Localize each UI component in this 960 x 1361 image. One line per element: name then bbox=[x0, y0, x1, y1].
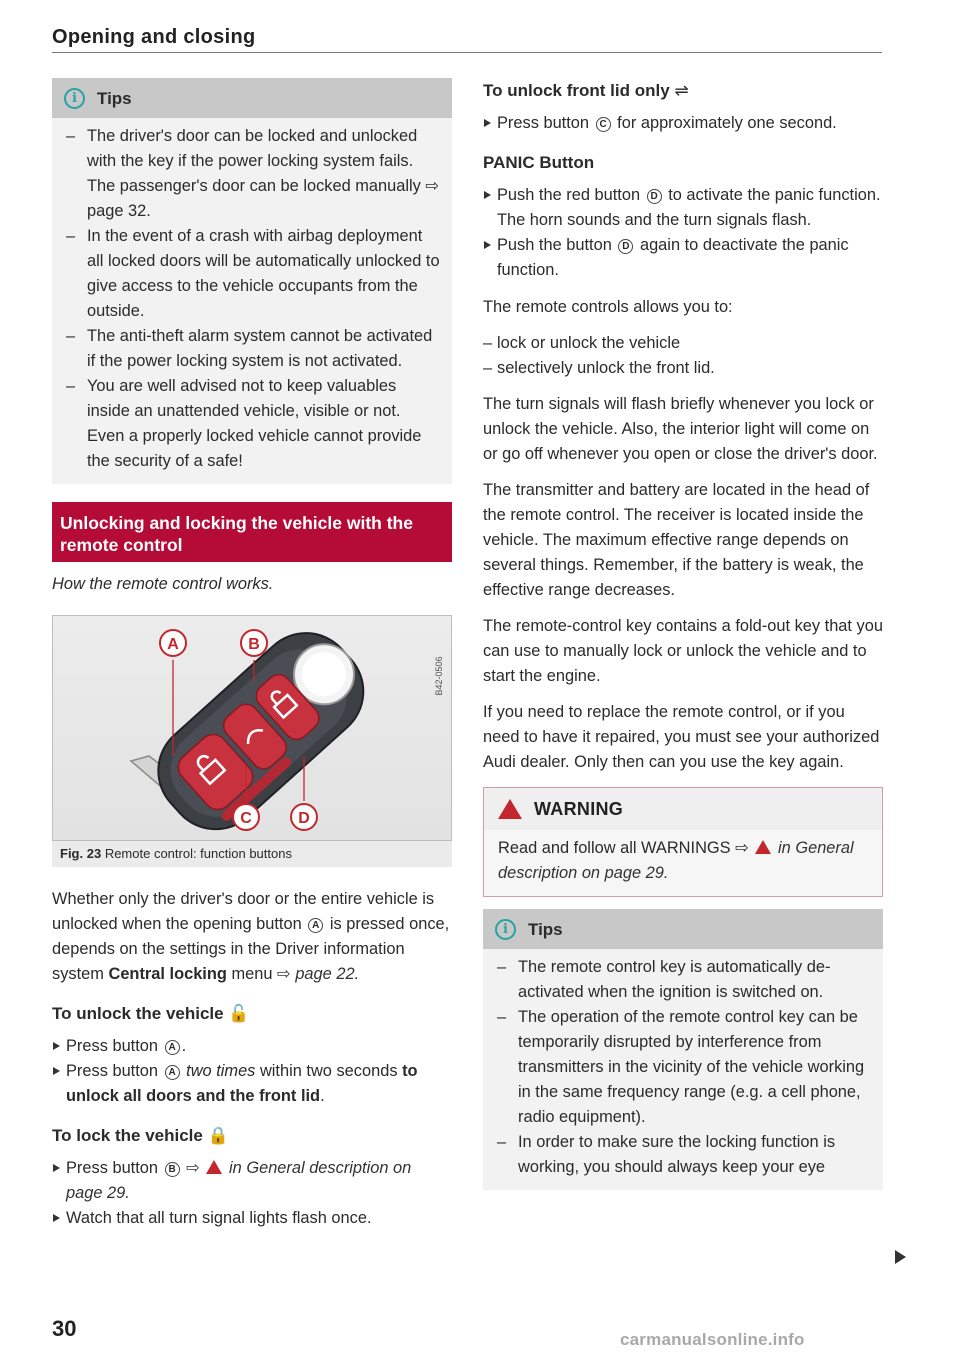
tips-list bbox=[52, 118, 452, 474]
button-a-icon: A bbox=[165, 1065, 180, 1080]
remote-list bbox=[483, 331, 883, 381]
button-c-icon: C bbox=[596, 117, 611, 132]
svg-text:D: D bbox=[298, 810, 310, 827]
central-locking-paragraph: Whether only the driver's door or the entire vehicle is unlocked when the opening button A is pressed once, depends on the settings in the Driver information system Central locking menu ⇨ page 22. bbox=[52, 890, 450, 983]
tips-title: Tips bbox=[528, 919, 563, 939]
list-item: Press button A two times within two seconds to unlock all doors and the front lid. bbox=[52, 1059, 452, 1109]
label-a bbox=[160, 630, 186, 656]
page-title: Opening and closing bbox=[52, 26, 256, 48]
list-item: – In order to make sure the locking function is working, you should always keep your eye bbox=[497, 1130, 871, 1180]
page-number: 30 bbox=[52, 1316, 77, 1341]
warning-box bbox=[483, 787, 883, 897]
list-item: – selectively unlock the front lid. bbox=[483, 356, 883, 381]
front-lid-heading: To unlock front lid only ⇌ bbox=[483, 81, 689, 100]
remote-control-figure bbox=[52, 615, 452, 841]
svg-text:A: A bbox=[167, 636, 179, 653]
svg-text:B: B bbox=[248, 636, 260, 653]
figure-code: B42-0506 bbox=[434, 656, 444, 696]
tips-header bbox=[483, 909, 883, 949]
key-paragraph: The remote-control key contains a fold-out key that you can use to manually lock or unlock the vehicle and to start the engine. bbox=[483, 617, 883, 685]
button-d-icon: D bbox=[618, 239, 633, 254]
label-b bbox=[241, 630, 267, 656]
list-item: – You are well advised not to keep valuables inside an unattended vehicle, visible or not. Even a properly locked vehicle cannot provide the security of a safe! bbox=[66, 374, 440, 474]
remote-key-illustration bbox=[53, 616, 452, 841]
list-item: Press button B ⇨ in General description on page 29. bbox=[52, 1156, 452, 1206]
button-a-icon: A bbox=[165, 1040, 180, 1055]
svg-text:C: C bbox=[240, 810, 252, 827]
front-lid-icon: ⇌ bbox=[674, 81, 689, 100]
tips-box bbox=[52, 78, 452, 484]
section-intro: How the remote control works. bbox=[52, 575, 274, 593]
transmitter-paragraph: The transmitter and battery are located in the head of the remote control. The receiver is located inside the vehicle. The maximum effective range depends on several things. Remember, if the battery is weak, the effective range decreases. bbox=[483, 481, 870, 599]
button-a-icon: A bbox=[308, 918, 323, 933]
list-item: Watch that all turn signal lights flash once. bbox=[52, 1206, 452, 1231]
continue-arrow-icon bbox=[895, 1250, 906, 1264]
info-icon: i bbox=[495, 919, 516, 940]
list-item: – The operation of the remote control key can be temporarily disrupted by interference from transmitters in the vicinity of the vehicle working in the same frequency range (e.g. a cell phone, radio equipment). bbox=[497, 1005, 871, 1130]
right-column bbox=[483, 78, 883, 1190]
list-item: – The driver's door can be locked and unlocked with the key if the power locking system fails. The passenger's door can be locked manually ⇨ page 32. bbox=[66, 124, 440, 224]
warning-triangle-icon bbox=[498, 799, 522, 819]
tips-box bbox=[483, 909, 883, 1190]
warning-title: WARNING bbox=[534, 798, 624, 819]
page-header bbox=[52, 26, 882, 53]
figure-number: Fig. 23 bbox=[60, 846, 102, 861]
label-d bbox=[291, 804, 317, 830]
replace-paragraph: If you need to replace the remote control, or if you need to have it repaired, you must see your authorized Audi dealer. Only then can you use the key again. bbox=[483, 703, 880, 771]
tips-list bbox=[483, 949, 883, 1180]
left-column bbox=[52, 78, 452, 1231]
label-c bbox=[233, 804, 259, 830]
section-title: Unlocking and locking the vehicle with the remote control bbox=[52, 502, 452, 562]
lock-icon: 🔒 bbox=[207, 1126, 229, 1145]
info-icon: i bbox=[64, 88, 85, 109]
signals-paragraph: The turn signals will flash briefly whenever you lock or unlock the vehicle. Also, the interior light will come on or go off whenever you open or close the driver's door. bbox=[483, 395, 878, 463]
list-item: – In the event of a crash with airbag deployment all locked doors will be automatically unlocked to give access to the vehicle occupants from the outside. bbox=[66, 224, 440, 324]
page-ref-link[interactable]: in General description on page 29. bbox=[498, 839, 854, 882]
list-item: Push the red button D to activate the panic function. The horn sounds and the turn signals flash. bbox=[483, 183, 883, 233]
unlock-icon: 🔓 bbox=[228, 1004, 250, 1023]
list-item: Press button A . bbox=[52, 1034, 452, 1059]
lock-heading: To lock the vehicle 🔒 bbox=[52, 1126, 229, 1145]
page-ref-link[interactable]: in General description on page 29. bbox=[66, 1159, 412, 1202]
warning-text: Read and follow all WARNINGS ⇨ in General description on page 29. bbox=[484, 830, 882, 896]
warning-triangle-icon bbox=[206, 1160, 222, 1174]
figure-caption bbox=[52, 841, 452, 867]
list-item: Push the button D again to deactivate the panic function. bbox=[483, 233, 883, 283]
watermark: carmanualsonline.info bbox=[620, 1330, 805, 1349]
panic-heading: PANIC Button bbox=[483, 153, 595, 172]
list-item: – The anti-theft alarm system cannot be activated if the power locking system is not activated. bbox=[66, 324, 440, 374]
tips-title: Tips bbox=[97, 88, 132, 108]
warning-triangle-icon bbox=[755, 840, 771, 854]
list-item: – lock or unlock the vehicle bbox=[483, 331, 883, 356]
page-ref-link[interactable]: ⇨ page 22. bbox=[277, 965, 360, 983]
central-locking-term: Central locking bbox=[108, 965, 227, 983]
list-item: – The remote control key is automatically deactivated when the ignition is switched on. bbox=[497, 955, 871, 1005]
tips-header bbox=[52, 78, 452, 118]
unlock-heading: To unlock the vehicle 🔓 bbox=[52, 1004, 250, 1023]
button-b-icon: B bbox=[165, 1162, 180, 1177]
warning-header bbox=[484, 788, 882, 830]
list-item: Press button C for approximately one second. bbox=[483, 111, 883, 136]
figure-caption-text: Remote control: function buttons bbox=[104, 846, 292, 861]
remote-intro: The remote controls allows you to: bbox=[483, 298, 733, 316]
button-d-icon: D bbox=[647, 189, 662, 204]
